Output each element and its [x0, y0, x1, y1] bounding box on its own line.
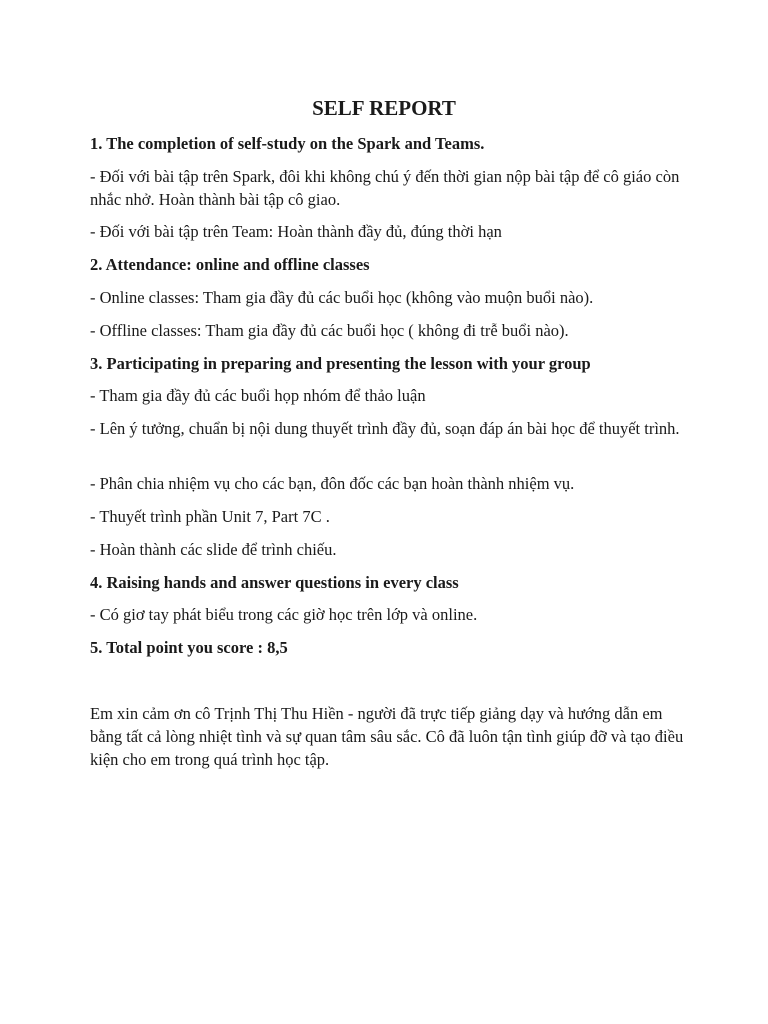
page-title: SELF REPORT — [312, 96, 456, 120]
section-2-item-2: - Offline classes: Tham gia đầy đủ các buổi học ( không đi trễ buổi nào). — [90, 321, 569, 340]
section-4-item-1: - Có giơ tay phát biểu trong các giờ học trên lớp và online. — [90, 605, 478, 624]
closing-paragraph: Em xin cảm ơn cô Trịnh Thị Thu Hiền - người đã trực tiếp giảng dạy và hướng dẫn em bằng tất cả lòng nhiệt tình và sự quan tâm sâu sắc. Cô đã luôn tận tình giúp đỡ và tạo điều kiện cho em trong quá trình học tập. — [90, 704, 684, 769]
section-2-heading: 2. Attendance: online and offline classes — [90, 255, 370, 274]
section-1-heading: 1. The completion of self-study on the Spark and Teams. — [90, 134, 485, 153]
section-4-heading: 4. Raising hands and answer questions in every class — [90, 573, 459, 592]
section-3-heading: 3. Participating in preparing and presenting the lesson with your group — [90, 354, 591, 373]
section-5-heading: 5. Total point you score : 8,5 — [90, 638, 288, 657]
section-2-item-1: - Online classes: Tham gia đầy đủ các buổi học (không vào muộn buổi nào). — [90, 288, 594, 307]
section-1-item-1: - Đối với bài tập trên Spark, đôi khi không chú ý đến thời gian nộp bài tập để cô giáo còn nhắc nhở. Hoàn thành bài tập cô giao. — [90, 167, 680, 209]
section-1-item-2: - Đối với bài tập trên Team: Hoàn thành đầy đủ, đúng thời hạn — [90, 222, 502, 241]
section-3-item-3: - Phân chia nhiệm vụ cho các bạn, đôn đốc các bạn hoàn thành nhiệm vụ. — [90, 474, 575, 493]
section-3-item-1: - Tham gia đầy đủ các buổi họp nhóm để thảo luận — [90, 386, 426, 405]
section-3-item-5: - Hoàn thành các slide để trình chiếu. — [90, 540, 337, 559]
section-3-item-4: - Thuyết trình phần Unit 7, Part 7C . — [90, 507, 330, 526]
section-3-item-2: - Lên ý tưởng, chuẩn bị nội dung thuyết trình đầy đủ, soạn đáp án bài học để thuyết trình. — [90, 419, 680, 438]
